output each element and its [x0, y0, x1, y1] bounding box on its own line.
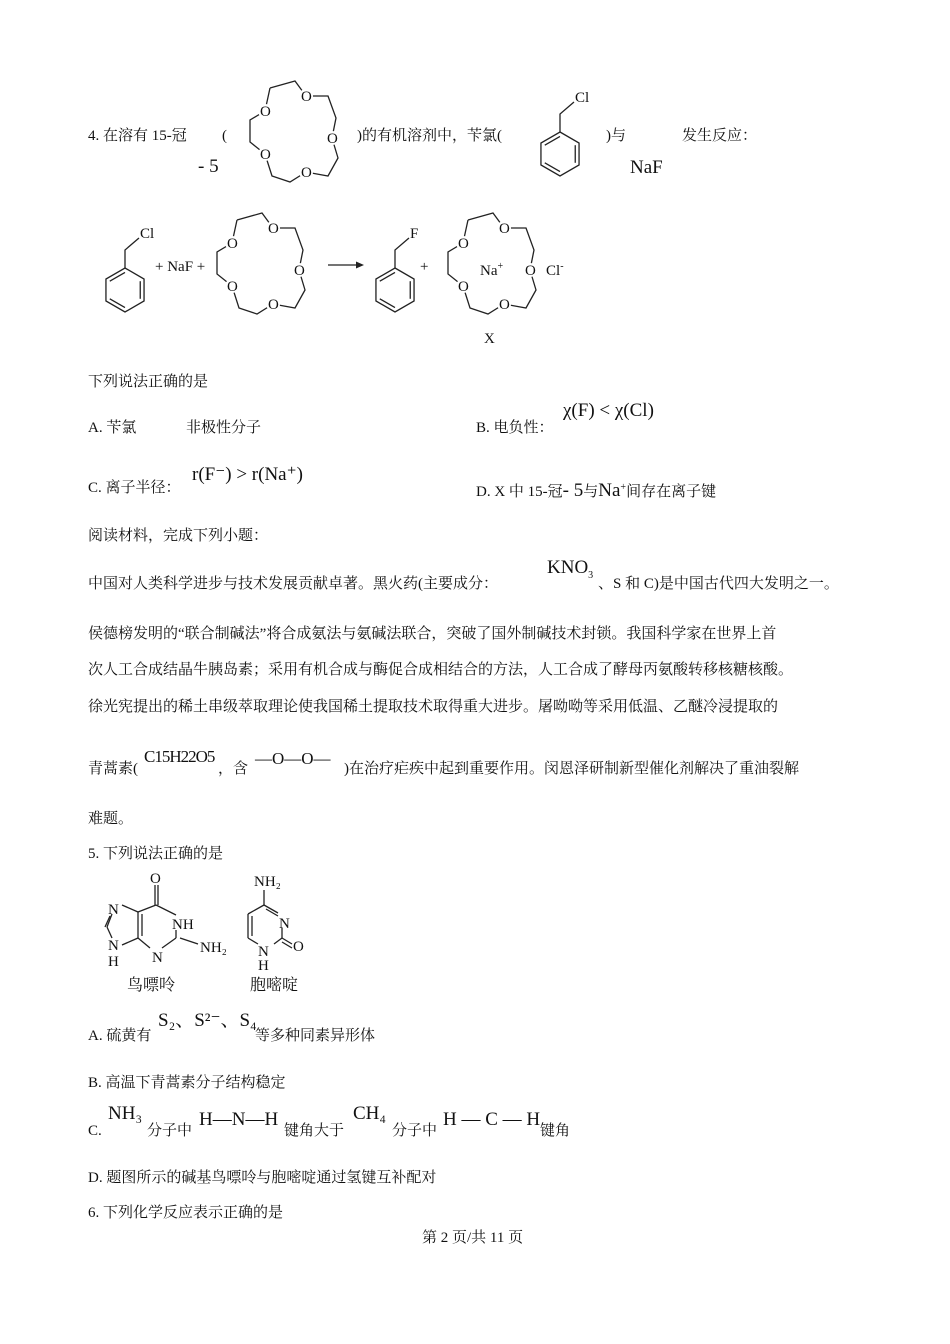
q5-option-c-5: 键角 — [540, 1123, 571, 1139]
reactant-crown-ether — [207, 208, 317, 318]
na-text: Na — [480, 263, 498, 279]
crown-ether-15-5-structure — [240, 76, 350, 186]
atom-o: O — [268, 297, 279, 313]
atom-nh2: NH₂ — [200, 940, 227, 956]
q5-option-c-3: 键角大于 — [284, 1123, 345, 1139]
atom-o: O — [260, 104, 271, 120]
reaction-plus: + — [420, 259, 429, 275]
cl-text: Cl — [546, 263, 561, 279]
q4-minus-five: - 5 — [198, 156, 219, 177]
atom-n: N — [279, 916, 290, 932]
atom-nh: NH — [172, 917, 194, 933]
guanine-structure — [100, 870, 230, 970]
atom-o: O — [301, 89, 312, 105]
reaction-plus-naf: + NaF + — [155, 259, 206, 275]
double-bond — [545, 163, 560, 172]
q4-stem-3: )与 — [606, 128, 626, 144]
d-text-2: 与 — [583, 484, 599, 500]
reading-p1-a: 中国对人类科学进步与技术发展贡献卓著。黑火药(主要成分： — [88, 576, 498, 592]
q4-option-c[interactable]: C. 离子半径： — [88, 480, 181, 496]
double-bond — [545, 136, 560, 145]
double-bond — [380, 299, 395, 308]
atom-o: O — [227, 236, 238, 252]
atom-h: H — [258, 958, 269, 974]
d-minus-five: - 5 — [562, 480, 584, 501]
benzene-ring — [541, 132, 579, 176]
atom-n: N — [108, 938, 119, 954]
reading-intro: 阅读材料，完成下列小题： — [88, 528, 269, 544]
sodium-ion — [480, 258, 503, 280]
atom-o: O — [301, 165, 312, 181]
atom-h: H — [108, 954, 119, 970]
q5-option-c-2: 分子中 — [147, 1123, 193, 1139]
reading-p2-line3: 徐光宪提出的稀土串级萃取理论使我国稀土提取技术取得重大进步。屠呦呦等采用低温、乙醚冷浸提取的 — [88, 699, 779, 715]
q4-stem-1: 4. 在溶有 15-冠 — [88, 128, 187, 144]
q5-option-c-4: 分子中 — [392, 1123, 438, 1139]
ch2-bond — [560, 102, 574, 132]
atom-o: O — [268, 221, 279, 237]
reading-p2-line5: 难题。 — [88, 811, 134, 827]
atom-o: O — [458, 236, 469, 252]
atom-f: F — [410, 226, 419, 242]
hnh-angle: H—N—H — [199, 1109, 279, 1130]
cytosine-label: 胞嘧啶 — [250, 977, 299, 994]
d-text-3: 间存在离子键 — [626, 484, 717, 500]
q4-option-a-1[interactable]: A. 苄氯 — [88, 420, 137, 436]
ch4-formula: CH₄ — [353, 1103, 387, 1124]
q4-naf: NaF — [630, 157, 663, 178]
benzene-ring — [376, 268, 414, 312]
q5-option-a-formula: S₂、S²⁻、S₄ — [158, 1010, 257, 1031]
hch-angle: H — C — H — [443, 1109, 541, 1130]
atom-n: N — [258, 944, 269, 960]
d-na-charge: + — [620, 482, 627, 493]
reading-p2-line4-b: ，含 — [218, 761, 249, 777]
benzyl-chloride-structure — [530, 82, 600, 182]
reading-p2-line4-c: )在治疗疟疾中起到重要作用。闵恩泽研制新型催化剂解决了重油裂解 — [344, 761, 799, 777]
q5-option-d[interactable]: D. 题图所示的碱基鸟嘌呤与胞嘧啶通过氢键互补配对 — [88, 1170, 437, 1186]
kno-sub: 3 — [588, 569, 594, 581]
benzene-ring — [106, 268, 144, 312]
q4-paren: ( — [222, 128, 227, 144]
atom-o: O — [227, 279, 238, 295]
ch2-bond — [125, 238, 139, 268]
q4-option-d[interactable] — [476, 479, 716, 501]
d-text-1: D. X 中 15-冠 — [476, 484, 563, 500]
atom-o: O — [294, 263, 305, 279]
artemisinin-formula: C15H22O5 — [144, 747, 215, 766]
double-bond — [110, 299, 125, 308]
q5-option-c[interactable]: C. — [88, 1123, 102, 1139]
atom-cl: Cl — [140, 226, 155, 242]
peroxide-group: —O—O— — [255, 749, 331, 768]
atom-o: O — [499, 221, 510, 237]
ring-bond — [250, 81, 338, 182]
atom-n: N — [108, 902, 119, 918]
na-charge: + — [497, 261, 504, 272]
q4-stem-4: 发生反应： — [682, 128, 758, 144]
q6-stem: 6. 下列化学反应表示正确的是 — [88, 1205, 284, 1221]
cl-charge: - — [560, 261, 564, 272]
cytosine-structure — [238, 870, 328, 974]
ch2-bond — [395, 238, 409, 268]
atom-o: O — [499, 297, 510, 313]
atom-o: O — [327, 131, 338, 147]
double-bond — [380, 272, 395, 281]
q5-option-a-1[interactable]: A. 硫黄有 — [88, 1028, 152, 1044]
atom-o: O — [293, 939, 304, 955]
double-bond — [110, 272, 125, 281]
q5-option-b[interactable]: B. 高温下青蒿素分子结构稳定 — [88, 1075, 286, 1091]
reading-p2-line4-a: 青蒿素( — [88, 761, 138, 777]
reading-p1-b: 、S 和 C)是中国古代四大发明之一。 — [598, 576, 839, 592]
q4-option-b-formula: χ(F) < χ(Cl) — [563, 400, 654, 421]
product-x-label: X — [484, 331, 495, 347]
reading-p2-line2: 次人工合成结晶牛胰岛素；采用有机合成与酶促合成相结合的方法，人工合成了酵母丙氨酸转移核糖核酸。 — [88, 662, 794, 678]
kno3-formula — [547, 559, 593, 585]
q4-option-b[interactable]: B. 电负性： — [476, 420, 554, 436]
reading-p2-line1: 侯德榜发明的“联合制碱法”将合成氨法与氨碱法联合，突破了国外制碱技术封锁。我国科学家在世界上首 — [88, 626, 777, 642]
chloride-ion — [546, 258, 564, 280]
q4-stem-2: )的有机溶剂中，苄氯( — [357, 128, 502, 144]
reaction-arrow-icon — [328, 260, 364, 270]
q4-option-a-2: 非极性分子 — [186, 420, 262, 436]
atom-o: O — [525, 263, 536, 279]
atom-nh2: NH₂ — [254, 874, 281, 890]
page-footer: 第 2 页/共 11 页 — [422, 1230, 524, 1246]
q4-option-c-formula: r(F⁻) > r(Na⁺) — [192, 464, 303, 485]
q5-option-a-2: 等多种同素异形体 — [255, 1028, 376, 1044]
nh3-formula: NH₃ — [108, 1103, 143, 1124]
ring-bond — [217, 213, 305, 314]
atom-cl: Cl — [575, 90, 590, 106]
atom-n: N — [152, 950, 163, 966]
kno-text: KNO — [547, 557, 589, 578]
atom-o: O — [260, 147, 271, 163]
q5-stem: 5. 下列说法正确的是 — [88, 846, 224, 862]
atom-o: O — [458, 279, 469, 295]
atom-o: O — [150, 871, 161, 887]
d-na: Na — [598, 480, 621, 501]
q4-question: 下列说法正确的是 — [88, 374, 209, 390]
guanine-label: 鸟嘌呤 — [127, 977, 176, 994]
